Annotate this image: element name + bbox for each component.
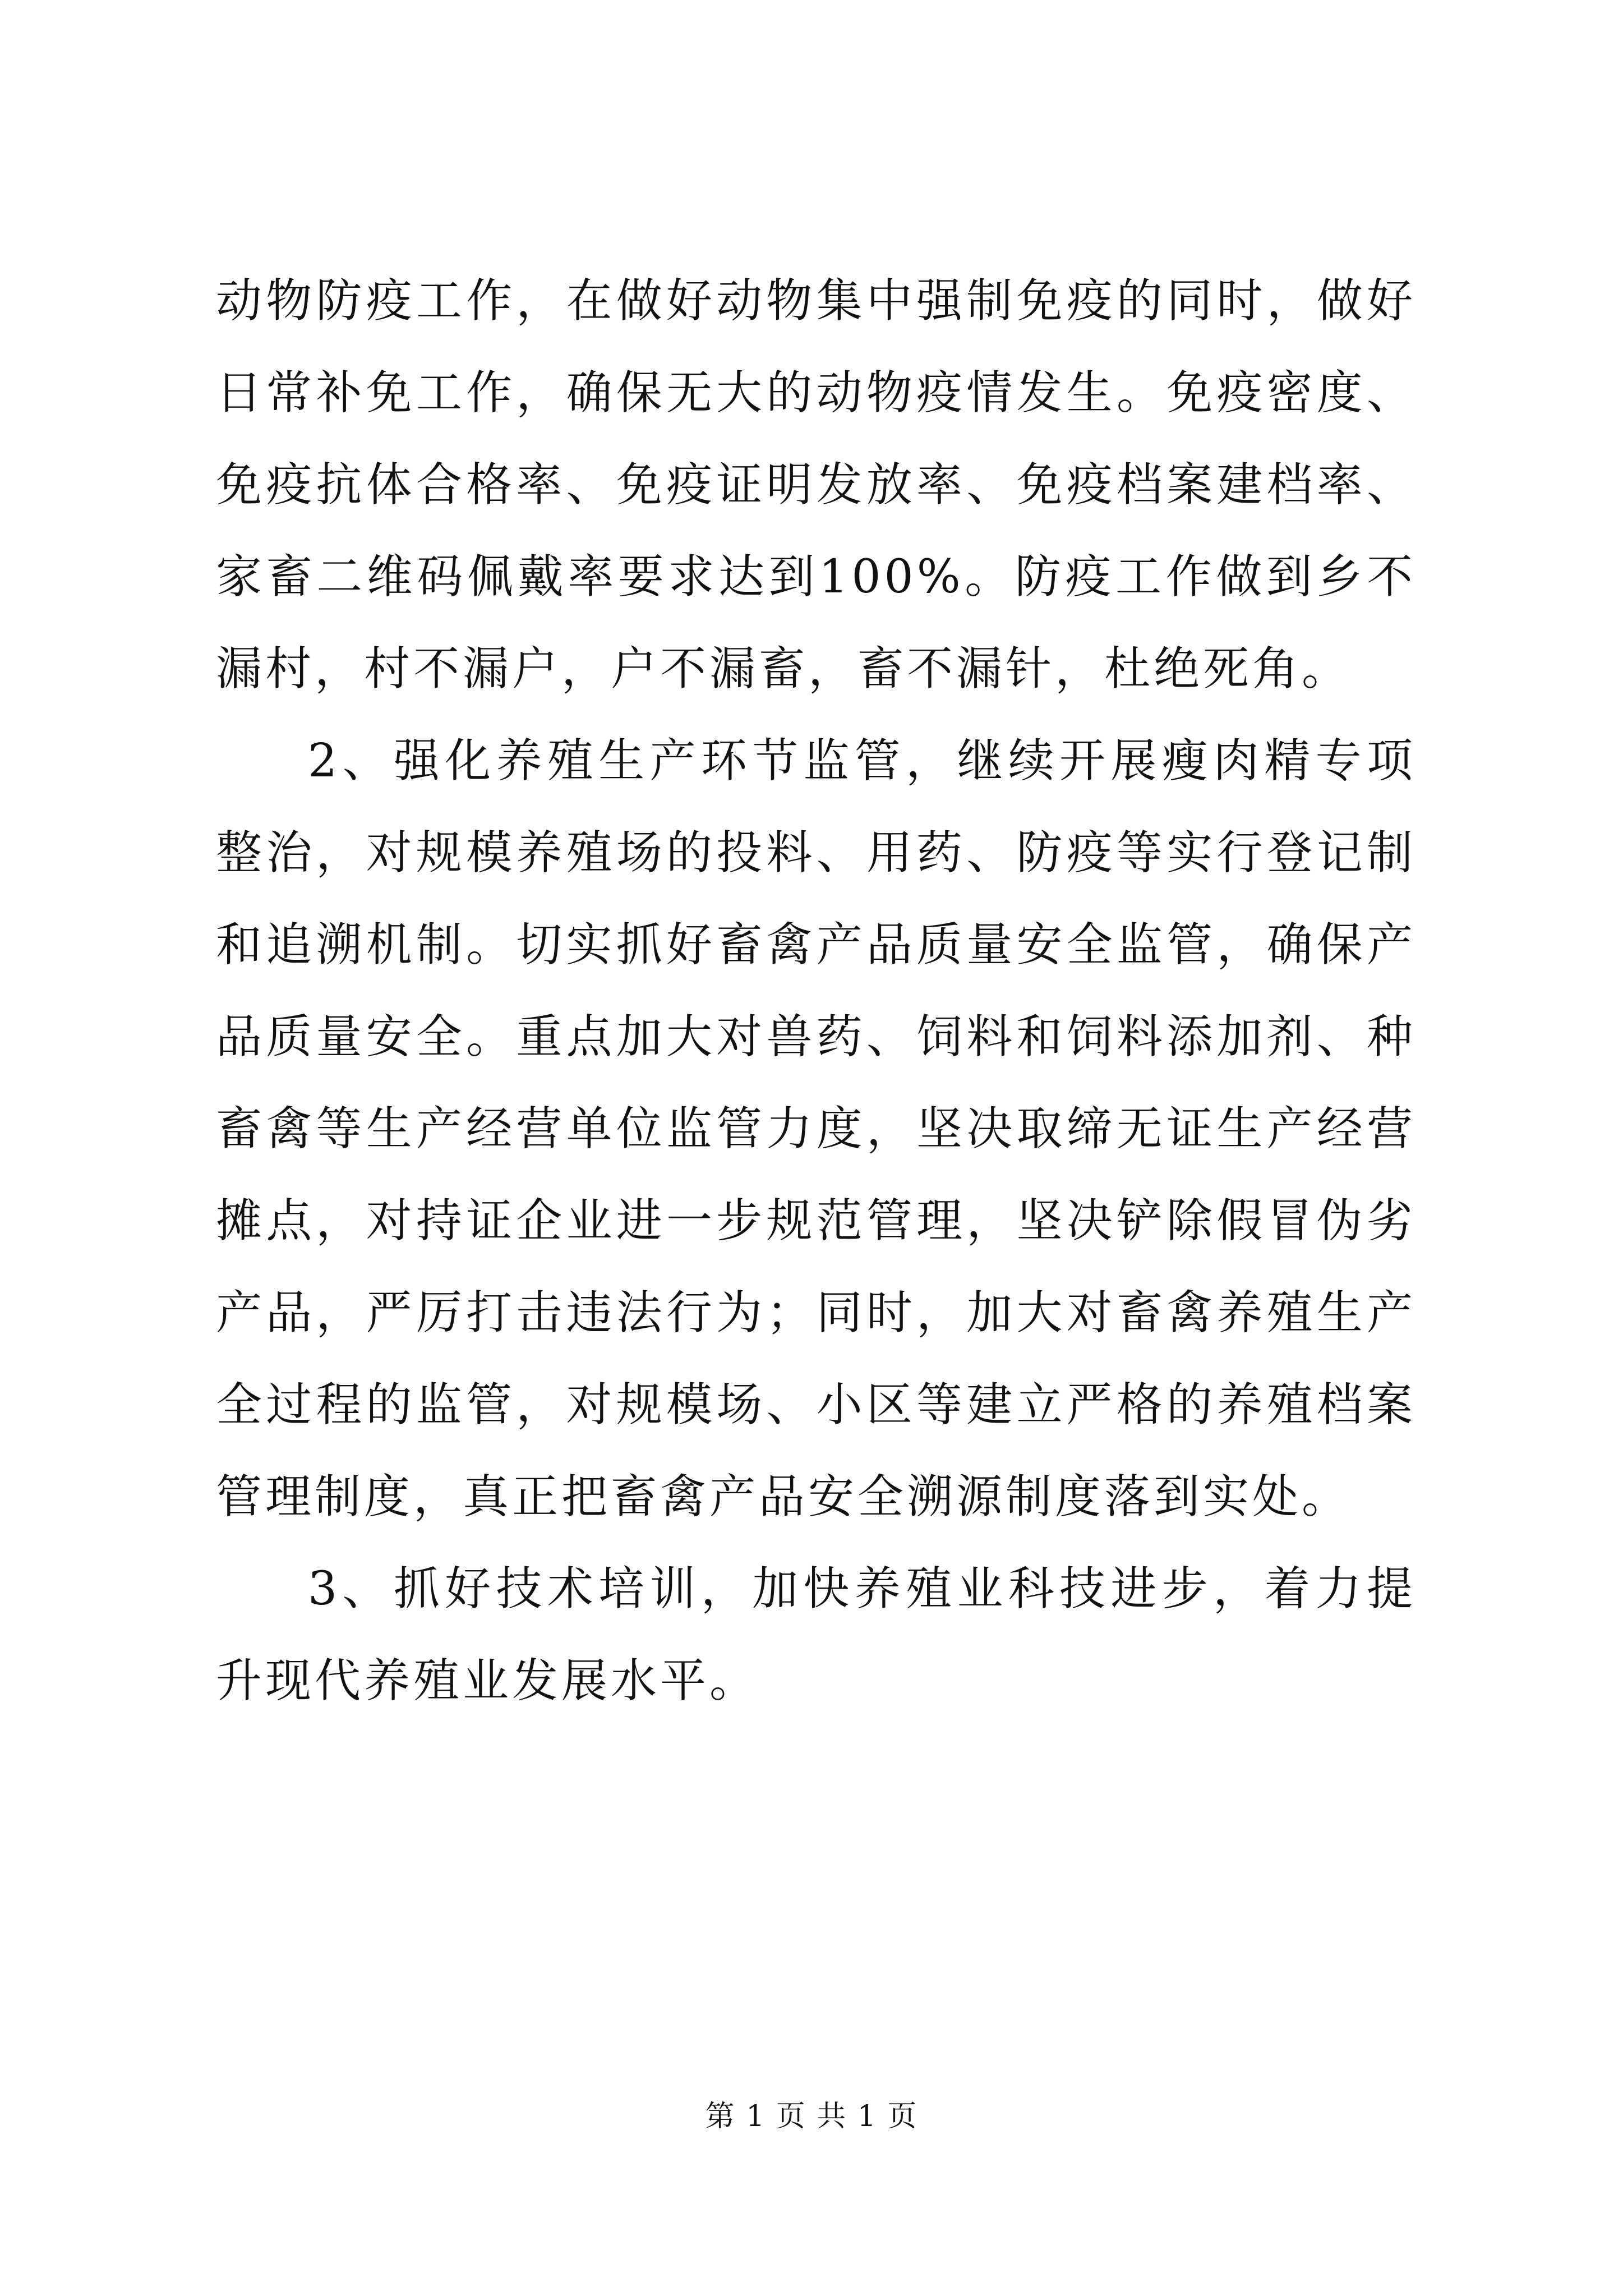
document-body	[216, 255, 1416, 1727]
paragraph-3: 3、抓好技术培训，加快养殖业科技进步，着力提升现代养殖业发展水平。	[216, 1562, 1416, 1708]
paragraph-2: 2、强化养殖生产环节监管，继续开展瘦肉精专项整治，对规模养殖场的投料、用药、防疫等实行登记制和追溯机制。切实抓好畜禽产品质量安全监管，确保产品质量安全。重点加大对兽药、饲料和饲料添加剂、种畜禽等生产经营单位监管力度，坚决取缔无证生产经营摊点，对持证企业进一步规范管理，坚决铲除假冒伪劣产品，严厉打击违法行为；同时，加大对畜禽养殖生产全过程的监管，对规模场、小区等建立严格的养殖档案管理制度，真正把畜禽产品安全溯源制度落到实处。	[216, 734, 1416, 1524]
page-footer: 第 1 页 共 1 页	[705, 2100, 918, 2133]
paragraph-1: 动物防疫工作，在做好动物集中强制免疫的同时，做好日常补免工作，确保无大的动物疫情发生。免疫密度、免疫抗体合格率、免疫证明发放率、免疫档案建档率、家畜二维码佩戴率要求达到100%。防疫工作做到乡不漏村，村不漏户，户不漏畜，畜不漏针，杜绝死角。	[216, 274, 1416, 696]
